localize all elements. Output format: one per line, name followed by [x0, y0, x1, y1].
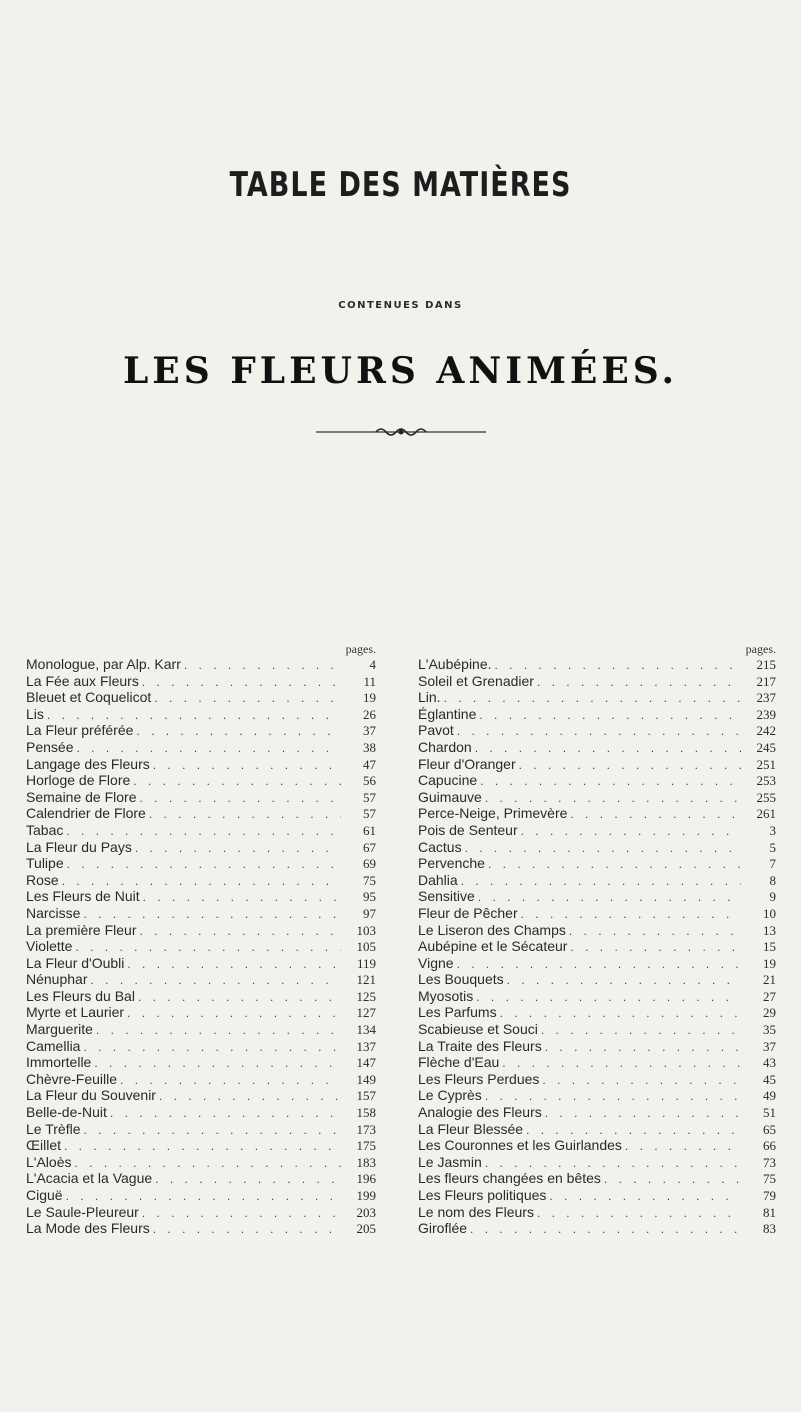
toc-entry: [26, 1054, 376, 1071]
toc-entry: [418, 1170, 776, 1187]
toc-entry: [26, 772, 376, 789]
leader-dots: [545, 1106, 741, 1120]
toc-entry: [26, 673, 376, 690]
entry-title: Rose: [26, 871, 59, 888]
entry-title: Les Fleurs Perdues: [418, 1070, 540, 1087]
toc-entry: [418, 855, 776, 872]
entry-page-number: 27: [763, 988, 776, 1004]
entry-page-number: 105: [356, 939, 376, 955]
entry-title: Ciguë: [26, 1187, 63, 1203]
leader-dots: [604, 1172, 741, 1186]
entry-page-number: 43: [763, 1055, 776, 1071]
toc-entry: [418, 1137, 776, 1154]
toc-entry: [418, 706, 776, 723]
entry-title: Bleuet et Coquelicot: [26, 689, 152, 706]
leader-dots: [478, 890, 741, 904]
toc-entry: [418, 839, 776, 856]
toc-entry: [418, 805, 776, 822]
entry-title: La Fleur Blessée: [418, 1120, 524, 1137]
entry-page-number: 183: [356, 1154, 376, 1170]
entry-page-number: 75: [763, 1171, 776, 1187]
toc-entry: [26, 1187, 376, 1204]
toc-entry: [26, 1137, 376, 1154]
entry-page-number: 237: [756, 690, 776, 706]
entry-title: La Fleur du Souvenir: [26, 1087, 156, 1104]
entry-title: Le Saule-Pleureur: [26, 1203, 139, 1220]
toc-entry: [26, 839, 376, 856]
entry-page-number: 137: [356, 1038, 376, 1054]
leader-dots: [153, 1222, 341, 1236]
entry-title: Guimauve: [418, 788, 482, 805]
toc-entry: [418, 888, 776, 905]
entry-title: Les Parfums: [418, 1004, 497, 1021]
page-title: TABLE DES MATIÈRES: [229, 166, 572, 205]
leader-dots: [485, 1089, 741, 1103]
toc-entry: [418, 822, 776, 839]
leader-dots: [94, 1056, 341, 1070]
toc-entry: [418, 938, 776, 955]
leader-dots: [155, 1172, 341, 1186]
leader-dots: [545, 1040, 741, 1054]
leader-dots: [476, 990, 741, 1004]
entry-page-number: 56: [363, 773, 376, 789]
toc-entry: [418, 656, 776, 673]
toc-entry: [418, 772, 776, 789]
leader-dots: [479, 708, 741, 722]
toc-entry: [418, 988, 776, 1005]
leader-dots: [521, 907, 741, 921]
entry-title: Les Fleurs du Bal: [26, 987, 135, 1004]
entry-title: Aubépine et le Sécateur: [418, 938, 568, 955]
entry-page-number: 61: [363, 822, 376, 838]
entry-page-number: 199: [356, 1188, 376, 1203]
entry-page-number: 253: [756, 773, 776, 789]
entry-page-number: 255: [756, 789, 776, 805]
entry-page-number: 134: [356, 1022, 376, 1038]
leader-dots: [444, 691, 741, 705]
entry-page-number: 19: [763, 955, 776, 971]
leader-dots: [184, 658, 341, 672]
toc-entry: [418, 1220, 776, 1237]
leader-dots: [91, 973, 342, 987]
entry-page-number: 45: [763, 1071, 776, 1087]
leader-dots: [465, 841, 741, 855]
entry-title: Le Trèfle: [26, 1120, 81, 1137]
book-title-banner: LES FLEURS ANIMÉES.: [122, 350, 679, 392]
leader-dots: [457, 724, 741, 738]
entry-title: Œillet: [26, 1137, 62, 1154]
toc-entry: [26, 706, 376, 723]
entry-page-number: 47: [363, 756, 376, 772]
entry-page-number: 119: [356, 955, 376, 971]
entry-page-number: 37: [363, 723, 376, 739]
entry-title: Soleil et Grenadier: [418, 672, 534, 689]
entry-page-number: 79: [763, 1188, 776, 1203]
entry-title: Tabac: [26, 821, 64, 838]
entry-title: Les fleurs changées en bêtes: [418, 1170, 601, 1187]
entry-page-number: 65: [763, 1121, 776, 1137]
entry-page-number: 38: [363, 739, 376, 755]
entry-title: Myosotis: [418, 987, 474, 1004]
leader-dots: [457, 957, 741, 971]
leader-dots: [625, 1139, 741, 1153]
leader-dots: [47, 708, 341, 722]
leader-dots: [149, 807, 341, 821]
entry-page-number: 203: [356, 1204, 376, 1220]
leader-dots: [120, 1073, 341, 1087]
toc-entry: [418, 1204, 776, 1221]
toc-entry: [26, 938, 376, 955]
entry-title: Pensée: [26, 738, 74, 755]
entry-page-number: 215: [756, 657, 776, 672]
toc-entry: [418, 1154, 776, 1171]
entry-title: Le nom des Fleurs: [418, 1203, 534, 1220]
entry-page-number: 261: [756, 806, 776, 822]
entry-page-number: 15: [763, 939, 776, 955]
leader-dots: [142, 1206, 341, 1220]
toc-entry: [418, 756, 776, 773]
entry-title: Chèvre-Feuille: [26, 1070, 118, 1087]
toc-entry: [418, 739, 776, 756]
entry-title: Cactus: [418, 838, 462, 855]
toc-entry: [418, 1004, 776, 1021]
entry-title: La Mode des Fleurs: [26, 1220, 150, 1237]
leader-dots: [66, 1189, 341, 1203]
entry-page-number: 103: [356, 922, 376, 938]
entry-title: Lin.: [418, 689, 441, 706]
toc-entry: [26, 689, 376, 706]
entry-title: Le Cyprès: [418, 1087, 482, 1104]
entry-page-number: 21: [763, 972, 776, 988]
toc-entry: [26, 789, 376, 806]
entry-title: Semaine de Flore: [26, 788, 137, 805]
leader-dots: [133, 774, 341, 788]
entry-title: Les Couronnes et les Guirlandes: [418, 1137, 622, 1154]
entry-title: Marguerite: [26, 1021, 93, 1038]
entry-page-number: 10: [763, 905, 776, 921]
entry-title: Dahlia: [418, 871, 458, 888]
toc-entry: [418, 905, 776, 922]
toc-entry: [26, 1204, 376, 1221]
toc-entry: [26, 1087, 376, 1104]
entry-page-number: 217: [756, 673, 776, 689]
entry-page-number: 29: [763, 1005, 776, 1021]
leader-dots: [135, 841, 341, 855]
entry-title: Myrte et Laurier: [26, 1004, 125, 1021]
toc-right-column: [418, 642, 776, 1237]
entry-title: L'Aloès: [26, 1153, 72, 1170]
entry-page-number: 13: [763, 922, 776, 938]
leader-dots: [140, 924, 342, 938]
entry-page-number: 37: [763, 1038, 776, 1054]
entry-page-number: 57: [363, 806, 376, 822]
entry-page-number: 127: [356, 1005, 376, 1021]
leader-dots: [127, 957, 341, 971]
entry-page-number: 121: [356, 972, 376, 988]
entry-page-number: 73: [763, 1154, 776, 1170]
leader-dots: [507, 973, 741, 987]
entry-title: Les Bouquets: [418, 971, 504, 988]
entry-title: Analogie des Fleurs: [418, 1104, 542, 1121]
toc-entry: [26, 855, 376, 872]
entry-page-number: 11: [363, 673, 376, 689]
entry-title: Lis: [26, 705, 44, 722]
entry-title: Capucine: [418, 772, 478, 789]
leader-dots: [159, 1089, 341, 1103]
entry-title: Giroflée: [418, 1220, 468, 1237]
leader-dots: [570, 807, 741, 821]
leader-dots: [470, 1222, 741, 1236]
toc-entry: [26, 1021, 376, 1038]
toc-entry: [418, 673, 776, 690]
entry-title: Horloge de Flore: [26, 772, 131, 789]
leader-dots: [521, 824, 741, 838]
toc-entry: [418, 722, 776, 739]
leader-dots: [461, 874, 741, 888]
entry-page-number: 175: [356, 1138, 376, 1154]
toc-entry: [26, 1170, 376, 1187]
entry-title: La Traite des Fleurs: [418, 1037, 542, 1054]
leader-dots: [485, 791, 741, 805]
toc-left-column: [26, 642, 376, 1237]
toc-entry: [418, 789, 776, 806]
entry-title: La Fleur préférée: [26, 722, 134, 739]
leader-dots: [502, 1056, 741, 1070]
toc-entry: [26, 1121, 376, 1138]
toc-entry: [26, 656, 376, 673]
toc-entry: [26, 722, 376, 739]
toc-entry: [26, 1004, 376, 1021]
leader-dots: [537, 1206, 741, 1220]
entry-title: Langage des Fleurs: [26, 755, 150, 772]
leader-dots: [475, 741, 741, 755]
entry-title: Perce-Neige, Primevère: [418, 805, 568, 822]
entry-page-number: 83: [763, 1221, 776, 1237]
leader-dots: [488, 857, 741, 871]
entry-page-number: 81: [763, 1204, 776, 1220]
entry-title: Les Fleurs politiques: [418, 1187, 547, 1203]
entry-page-number: 26: [363, 706, 376, 722]
entry-title: Narcisse: [26, 904, 81, 921]
entry-title: Églantine: [418, 705, 477, 722]
toc-entry: [418, 1104, 776, 1121]
leader-dots: [526, 1123, 741, 1137]
leader-dots: [519, 758, 741, 772]
leader-dots: [66, 824, 341, 838]
entry-page-number: 125: [356, 988, 376, 1004]
leader-dots: [154, 691, 341, 705]
leader-dots: [143, 890, 341, 904]
entry-page-number: 173: [356, 1121, 376, 1137]
entry-title: Pois de Senteur: [418, 821, 518, 838]
leader-dots: [537, 675, 741, 689]
entry-title: Calendrier de Flore: [26, 805, 146, 822]
entry-page-number: 251: [756, 756, 776, 772]
entry-page-number: 57: [363, 789, 376, 805]
toc-entry: [26, 1154, 376, 1171]
leader-dots: [136, 724, 341, 738]
subtitle: CONTENUES DANS: [338, 300, 463, 311]
toc-entry: [26, 739, 376, 756]
toc-entry: [418, 955, 776, 972]
leader-dots: [542, 1073, 741, 1087]
entry-page-number: 7: [769, 856, 776, 872]
toc-entry: [26, 822, 376, 839]
toc-entry: [26, 988, 376, 1005]
entry-title: Flèche d'Eau: [418, 1054, 500, 1071]
leader-dots: [569, 924, 741, 938]
entry-title: Tulipe: [26, 855, 64, 872]
toc-entry: [26, 955, 376, 972]
entry-page-number: 35: [763, 1022, 776, 1038]
toc-entry: [26, 971, 376, 988]
ornament-divider: [316, 425, 486, 439]
toc-entry: [418, 872, 776, 889]
entry-title: L'Aubépine.: [418, 656, 492, 672]
entry-page-number: 242: [756, 723, 776, 739]
entry-title: L'Acacia et la Vague: [26, 1170, 153, 1187]
leader-dots: [127, 1006, 341, 1020]
entry-title: La Fée aux Fleurs: [26, 672, 139, 689]
toc-entry: [26, 922, 376, 939]
entry-title: Sensitive: [418, 888, 475, 905]
leader-dots: [110, 1106, 341, 1120]
entry-page-number: 19: [363, 690, 376, 706]
toc-entry: [26, 1104, 376, 1121]
leader-dots: [64, 1139, 341, 1153]
entry-title: La première Fleur: [26, 921, 137, 938]
leader-dots: [83, 907, 341, 921]
leader-dots: [62, 874, 341, 888]
leader-dots: [74, 1156, 341, 1170]
toc-entry: [418, 1087, 776, 1104]
entry-title: La Fleur du Pays: [26, 838, 132, 855]
entry-page-number: 158: [356, 1105, 376, 1121]
entry-page-number: 67: [363, 839, 376, 855]
leader-dots: [83, 1123, 341, 1137]
toc-entry: [418, 1071, 776, 1088]
toc-entry: [26, 905, 376, 922]
entry-page-number: 147: [356, 1055, 376, 1071]
entry-title: Les Fleurs de Nuit: [26, 888, 140, 905]
toc-entry: [26, 756, 376, 773]
entry-page-number: 8: [769, 872, 776, 888]
entry-page-number: 3: [769, 822, 776, 838]
entry-page-number: 51: [763, 1105, 776, 1121]
toc-entry: [26, 805, 376, 822]
leader-dots: [485, 1156, 741, 1170]
toc-entry: [26, 872, 376, 889]
toc-entry: [26, 1220, 376, 1237]
entry-page-number: 149: [356, 1071, 376, 1087]
entry-page-number: 196: [356, 1171, 376, 1187]
entry-title: La Fleur d'Oubli: [26, 954, 125, 971]
toc-entry: [418, 1121, 776, 1138]
toc-entry: [418, 1021, 776, 1038]
leader-dots: [96, 1023, 341, 1037]
entry-title: Fleur de Pêcher: [418, 904, 518, 921]
entry-title: Pavot: [418, 722, 454, 739]
entry-title: Vigne: [418, 954, 454, 971]
leader-dots: [480, 774, 741, 788]
toc-entry: [418, 1187, 776, 1204]
entry-title: Pervenche: [418, 855, 485, 872]
toc-entry: [26, 1038, 376, 1055]
leader-dots: [138, 990, 341, 1004]
entry-page-number: 97: [363, 905, 376, 921]
entry-page-number: 4: [369, 657, 376, 672]
leader-dots: [549, 1189, 741, 1203]
pages-label-right: pages.: [745, 642, 776, 656]
leader-dots: [76, 741, 341, 755]
entry-page-number: 95: [363, 889, 376, 905]
entry-title: Belle-de-Nuit: [26, 1104, 107, 1121]
leader-dots: [495, 658, 741, 672]
entry-page-number: 157: [356, 1088, 376, 1104]
entry-title: Camellia: [26, 1037, 81, 1054]
entry-page-number: 205: [356, 1221, 376, 1237]
toc-entry: [418, 689, 776, 706]
leader-dots: [541, 1023, 741, 1037]
leader-dots: [140, 791, 341, 805]
entry-page-number: 245: [756, 739, 776, 755]
toc-entry: [26, 888, 376, 905]
toc-entry: [418, 922, 776, 939]
entry-page-number: 239: [756, 706, 776, 722]
entry-page-number: 66: [763, 1138, 776, 1154]
entry-title: Chardon: [418, 738, 472, 755]
toc-entry: [418, 1054, 776, 1071]
entry-page-number: 5: [769, 839, 776, 855]
leader-dots: [75, 940, 341, 954]
leader-dots: [83, 1040, 341, 1054]
pages-label-left: pages.: [345, 642, 376, 656]
entry-title: Scabieuse et Souci: [418, 1021, 538, 1038]
toc-entry: [418, 1038, 776, 1055]
leader-dots: [570, 940, 741, 954]
entry-page-number: 49: [763, 1088, 776, 1104]
entry-page-number: 9: [769, 889, 776, 905]
entry-title: Fleur d'Oranger: [418, 755, 516, 772]
entry-page-number: 69: [363, 856, 376, 872]
leader-dots: [153, 758, 341, 772]
entry-page-number: 75: [363, 872, 376, 888]
entry-title: Le Liseron des Champs: [418, 921, 566, 938]
leader-dots: [67, 857, 341, 871]
toc-entry: [26, 1071, 376, 1088]
leader-dots: [142, 675, 341, 689]
entry-title: Immortelle: [26, 1054, 92, 1071]
entry-title: Le Jasmin: [418, 1153, 482, 1170]
entry-title: Violette: [26, 938, 73, 955]
entry-title: Monologue, par Alp. Karr: [26, 656, 181, 672]
entry-title: Nénuphar: [26, 971, 88, 988]
leader-dots: [500, 1006, 741, 1020]
toc-entry: [418, 971, 776, 988]
